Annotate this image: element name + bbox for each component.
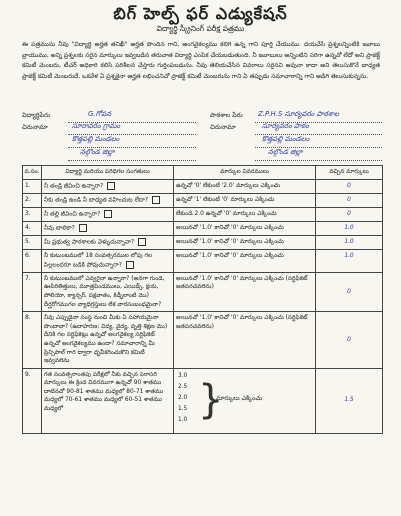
table-row	[23, 179, 383, 193]
row-number: 8.	[23, 312, 42, 369]
school-name-value: Z.P.H.S సూర్యవరం పాఠశాల	[258, 110, 340, 118]
row-question: నీవు ఎప్పుడైనా సంస్థ నుంచి మీకు ఏ సహాయమైనా పొందావా? (ఉదాహరణ: విద్య, వైద్య, వృత్తి శిక్షణ మొ) దీనికి గల సర్టిఫికెట్లు ఉన్నచో అంగవైకల్య సర్టిఫికెట్ ఉన్నచో అంగవైకల్యము ఉందా? సమాచారాన్ని మీ ప్రిన్సిపాల్ గారి ద్వారా ధృవీకరించుకొని కమిటీ ఇవ్వవలెను	[42, 312, 174, 369]
col-header-question: విద్యార్థి మరియు పరిధిగల సంగతులు	[42, 166, 174, 180]
row-obtained-marks[interactable]: 0	[316, 193, 383, 207]
table-row	[23, 235, 383, 249]
school-address-value-2: కొత్తపల్లి మండలం	[262, 135, 310, 143]
row-obtained-marks[interactable]: 0	[316, 312, 383, 369]
row-number: 5.	[23, 235, 42, 249]
col-header-no: వ.సం.	[23, 166, 42, 180]
checkbox[interactable]	[107, 182, 115, 190]
row-question: నీ కుటుంబములో 18 సంవత్సరముల లోపు గల పిల్లలందరూ బడికి పోవుచున్నారా?	[42, 250, 174, 273]
school-address-label: చిరునామా	[210, 124, 236, 131]
row-question: గత సంవత్సరాంతపు పరీక్షలో నీకు వచ్చిన సరాసరి మార్కులు ఈ క్రింద వివరముగా ఉన్నచో 90 శాతము దాటినచో 90-81 శాతము మధ్యలో 80-71 శాతము మధ్యలో 70-61 శాతము మధ్యలో 60-51 శాతము మధ్యలో	[42, 368, 174, 433]
row-question: నీ తల్లి జీవించి ఉన్నారా?	[42, 207, 174, 221]
row-number: 1.	[23, 179, 42, 193]
checkbox[interactable]	[126, 261, 134, 269]
row-number: 9.	[23, 368, 42, 433]
row-question: మీ ప్రభుత్వ పాఠశాలకు వెళ్ళుచున్నావా?	[42, 235, 174, 249]
row-question: నీ కుటుంబములో ఎవ్వరైనా ఉన్నారా? (అనగా గుండె, ఊపిరితిత్తులు, మూత్రపిండములు, ఎయిడ్స్, క్షయ, పోలియో, క్యాన్సర్, పక్షవాతం, కిడ్నీలాంటి మొ) దీర్ఘరోగముగల వ్యాధిగ్రస్తులు లేక వారసంబంధమైనా?	[42, 272, 174, 311]
row-obtained-marks[interactable]: 0	[316, 207, 383, 221]
checkbox[interactable]	[79, 224, 87, 232]
row-marks-rule: అయినచో '1.0' కానిచో '0' మార్కులు ఎక్కించు	[174, 235, 316, 249]
row-number: 6.	[23, 250, 42, 273]
row-obtained-marks[interactable]: 1.0	[316, 221, 383, 235]
scale-values: 3.0 2.5 2.0 1.5 1.0	[178, 372, 188, 423]
row-marks-rule: అయినచో '1.0' కానిచో '0' మార్కులు ఎక్కించు	[174, 250, 316, 273]
row-number: 3.	[23, 207, 42, 221]
form-title: బిగ్ హెల్ప్ ఫర్ ఎడ్యుకేషన్	[113, 4, 288, 23]
form-intro: ఈ పత్రమును నీవు "విద్యార్థి అర్హత తనిఖీ" అర్హత పొందిన గాని, అంగవైకల్యము కలిగి ఉన్న గాని పూర్తి చేయుము. దయచేసి ప్రశ్నలన్నింటికి జవాబు వ్రాయుము, అన్ని ప్రశ్నలకు సరైన మార్కులు ఇవ్వబడిన తరువాత విద్యార్థి ఎంపిక చేయబడుతుంది. నీ జవాబులు అన్నింటిని సరిగా ఉన్నవో లేదో అని ప్రాజెక్ట్ కమిటీ మెంబరు, టీచర్ అధికారి కలిసి పరిశీలన చేస్తారు గుర్తింపబడును. నీవు తెలియచేసిన వివరాలు సరైనవి అవునా కాదా అని తెలుసుకొనే బాధ్యత ప్రాజెక్ట్ కమిటీ మెంబరుదే. ఒకవేళ ఏ ప్రశ్నకైనా అర్హత లభించనిచో ప్రాజెక్ట్ కమిటీ మెంబరును గాని ఏ తప్పుడు సమాచారాన్ని గాని అడిగి తెలుసుకున్నను.	[22, 41, 380, 80]
row-question: నీ తండ్రి జీవించి ఉన్నారా?	[42, 179, 174, 193]
student-name-label: విద్యార్థిపేరు	[22, 112, 51, 119]
table-row	[23, 250, 383, 273]
checkbox[interactable]	[138, 238, 146, 246]
screening-table	[22, 165, 383, 434]
student-address-value-2: కొత్తపల్లి మండలం	[72, 135, 120, 143]
row-obtained-marks[interactable]: 1.0	[316, 250, 383, 273]
brace-icon: }	[198, 376, 224, 423]
row-obtained-marks[interactable]: 1.5	[316, 368, 383, 433]
table-row	[23, 221, 383, 235]
row-question: నీకు తండ్రి ఉండి నీ బాధ్యత వహించుట లేదా?	[42, 193, 174, 207]
checkbox[interactable]	[152, 196, 160, 204]
col-header-obtained: వచ్చిన మార్కులు	[316, 166, 383, 180]
table-row	[23, 368, 383, 433]
table-row	[23, 272, 383, 311]
scale-text: మార్కులు ఎక్కించు	[216, 394, 263, 402]
row-marks-rule: లేకుండి 2.0 ఉన్నచో '0' మార్కులు ఎక్కించు	[174, 207, 316, 221]
student-address-label: చిరునామా	[22, 124, 48, 131]
school-address-value-1: సూర్యవరం పాఠం	[262, 122, 309, 130]
row-marks-rule: ఉన్నచో '1' లేకుంటే '0' మార్కులు ఎక్కించు	[174, 193, 316, 207]
school-address-value-3: నల్గొండ జిల్లా	[268, 148, 303, 156]
row-obtained-marks[interactable]: 0	[316, 179, 383, 193]
row-question: నీవు బాలికా?	[42, 221, 174, 235]
marks-scale	[176, 371, 313, 431]
row-marks-rule: అయినచో '1.0' కానిచో '0' మార్కులు ఎక్కించు (సర్టిఫికెట్ జతపరచవలెను)	[174, 312, 316, 369]
row-marks-scale	[174, 368, 316, 433]
row-number: 4.	[23, 221, 42, 235]
row-marks-rule: అయినచో '1.0' కానిచో '0' మార్కులు ఎక్కించు	[174, 221, 316, 235]
table-header-row	[23, 166, 383, 180]
student-name-value: G.గోపన	[88, 110, 112, 118]
row-number: 7.	[23, 272, 42, 311]
table-row	[23, 207, 383, 221]
student-address-value-1: సూరావరం గ్రామం	[72, 122, 121, 130]
checkbox[interactable]	[104, 210, 112, 218]
col-header-marks: మార్కుల వివరములు	[174, 166, 316, 180]
student-address-value-3: నల్గొండ జిల్లా	[80, 148, 115, 156]
table-row	[23, 312, 383, 369]
row-marks-rule: ఉన్నచో '0' లేకుంటే '2.0' మార్కులు ఎక్కించు	[174, 179, 316, 193]
form-subtitle: విద్యార్థి స్క్రీనింగ్ పరీక్ష పత్రము	[156, 24, 245, 33]
row-obtained-marks[interactable]: 1.0	[316, 235, 383, 249]
school-name-label: పాఠశాల పేరు	[210, 112, 243, 119]
row-obtained-marks[interactable]: 0	[316, 272, 383, 311]
table-row	[23, 193, 383, 207]
row-number: 2.	[23, 193, 42, 207]
row-marks-rule: అయినచో '1.0' కానిచో '0' మార్కులు ఎక్కించు (సర్టిఫికెట్ జతపరచవలెను)	[174, 272, 316, 311]
